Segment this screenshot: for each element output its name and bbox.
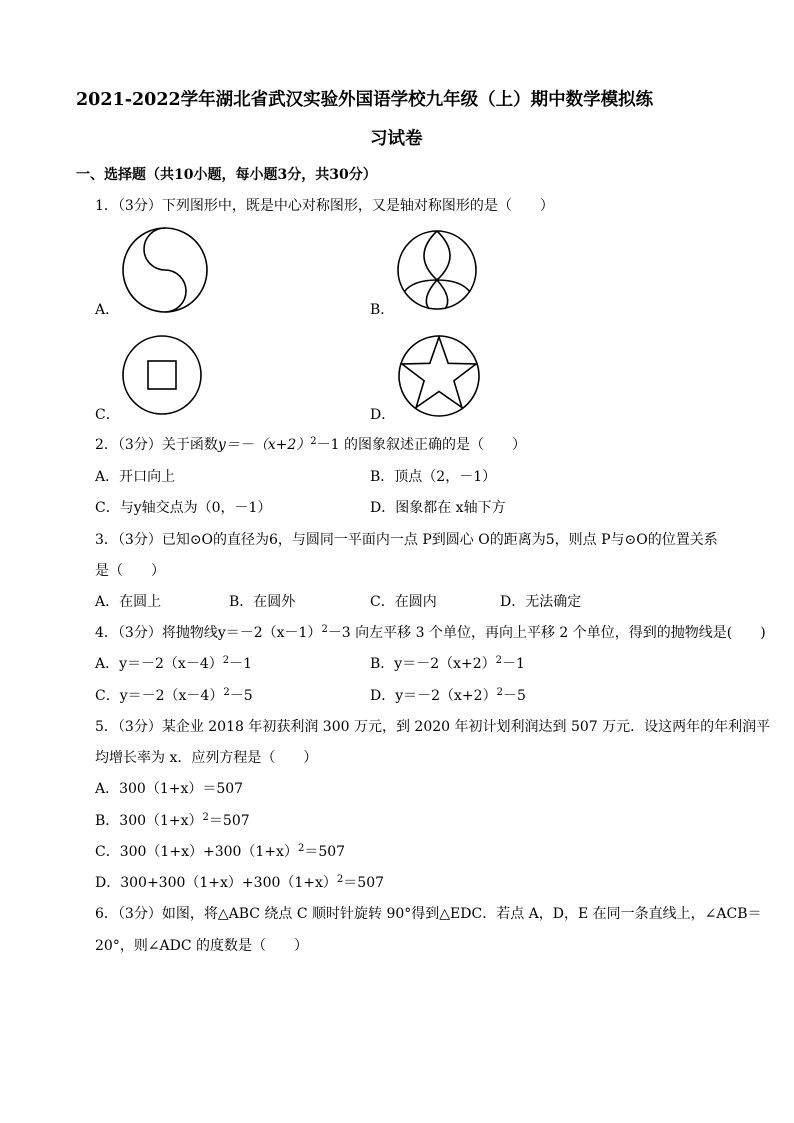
stem-text: －1 的图象叙述正确的是（ ） xyxy=(316,437,527,453)
option-5d xyxy=(95,876,384,890)
option-4a xyxy=(95,657,252,671)
option-5c xyxy=(95,845,345,859)
page-title-line2: 习试卷 xyxy=(370,129,423,149)
exponent: 2 xyxy=(223,687,230,698)
option-text: D．300+300（1+x）+300（1+x） xyxy=(95,875,337,891)
option-text: A．y＝－2（x－4） xyxy=(95,656,223,672)
question-1-stem: 1．（3分）下列图形中，既是中心对称图形，又是轴对称图形的是（ ） xyxy=(95,198,554,214)
option-1d-label: D． xyxy=(370,407,396,423)
question-6-stem: 6．（3分）如图，将△ABC 绕点 C 顺时针旋转 90°得到△EDC．若点 A，D，E 在同一条直线上，∠ACB＝ xyxy=(95,906,762,922)
option-text: ＝507 xyxy=(343,875,385,891)
option-text: B．300（1+x） xyxy=(95,813,203,829)
option-4b xyxy=(370,657,525,671)
exponent: 2 xyxy=(496,687,503,698)
option-text: －5 xyxy=(229,688,253,704)
option-3d: D．无法确定 xyxy=(500,594,582,610)
option-text: C．300（1+x）+300（1+x） xyxy=(95,844,298,860)
section-heading: 一、选择题（共10小题，每小题3分，共30分） xyxy=(76,167,377,183)
option-text: －1 xyxy=(229,656,253,672)
option-text: －1 xyxy=(502,656,525,672)
option-2d: D．图象都在 x轴下方 xyxy=(370,500,506,516)
option-text: ＝507 xyxy=(208,813,250,829)
option-1c-label: C． xyxy=(95,407,120,423)
option-text: C．y＝－2（x－4） xyxy=(95,688,224,704)
stem-text: －3 向左平移 3 个单位，再向上平移 2 个单位，得到的抛物线是( ) xyxy=(327,625,766,641)
option-2a: A．开口向上 xyxy=(95,469,176,485)
exponent: 2 xyxy=(336,874,344,885)
question-5-stem-line2: 均增长率为 x．应列方程是（ ） xyxy=(95,750,318,766)
question-5-stem: 5．（3分）某企业 2018 年初获利润 300 万元，到 2020 年初计划利润达到 507 万元．设这两年的年利润平 xyxy=(95,719,771,735)
option-1b-label: B． xyxy=(370,302,395,318)
option-4c xyxy=(95,689,253,703)
star-in-circle-icon xyxy=(396,333,482,419)
exponent: 2 xyxy=(321,624,328,635)
option-4d xyxy=(370,689,526,703)
three-arcs-circle-icon xyxy=(395,228,479,312)
option-text: －5 xyxy=(502,688,526,704)
option-2c: C．与y轴交点为（0，－1） xyxy=(95,500,272,516)
option-2b: B．顶点（2，－1） xyxy=(370,469,497,485)
option-text: ＝507 xyxy=(304,844,346,860)
question-3-stem: 3．（3分）已知⊙O的直径为6，与圆同一平面内一点 P到圆心 O的距离为5，则点 P与⊙O的位置关系 xyxy=(95,532,718,548)
square-in-circle-icon xyxy=(120,333,204,417)
option-text: A．300（1+x）＝507 xyxy=(95,781,244,797)
exponent: 2 xyxy=(310,436,317,447)
question-3-stem-line2: 是（ ） xyxy=(95,563,165,579)
option-5b xyxy=(95,814,250,828)
stem-text: 2．（3分）关于函数 xyxy=(95,437,218,453)
option-5a xyxy=(95,782,243,796)
question-6-stem-line2: 20°，则∠ADC 的度数是（ ） xyxy=(95,938,309,954)
exponent: 2 xyxy=(222,655,230,666)
yin-yang-icon xyxy=(120,225,210,315)
exponent: 2 xyxy=(297,843,305,854)
option-1a-label: A． xyxy=(95,302,120,318)
option-3b: B．在圆外 xyxy=(229,594,296,610)
page-title: 2021-2022学年湖北省武汉实验外国语学校九年级（上）期中数学模拟练 xyxy=(76,90,654,110)
option-text: B．y＝－2（x+2） xyxy=(370,656,496,672)
question-2-stem xyxy=(95,438,526,452)
exponent: 2 xyxy=(202,812,209,823)
exponent: 2 xyxy=(495,655,503,666)
stem-text: 4．（3分）将抛物线y＝－2（x－1） xyxy=(95,625,322,641)
option-3a: A．在圆上 xyxy=(95,594,162,610)
option-text: D．y＝－2（x+2） xyxy=(370,688,497,704)
option-3c: C．在圆内 xyxy=(370,594,437,610)
question-4-stem xyxy=(95,626,766,640)
stem-formula: y＝－（x+2） xyxy=(217,437,311,453)
